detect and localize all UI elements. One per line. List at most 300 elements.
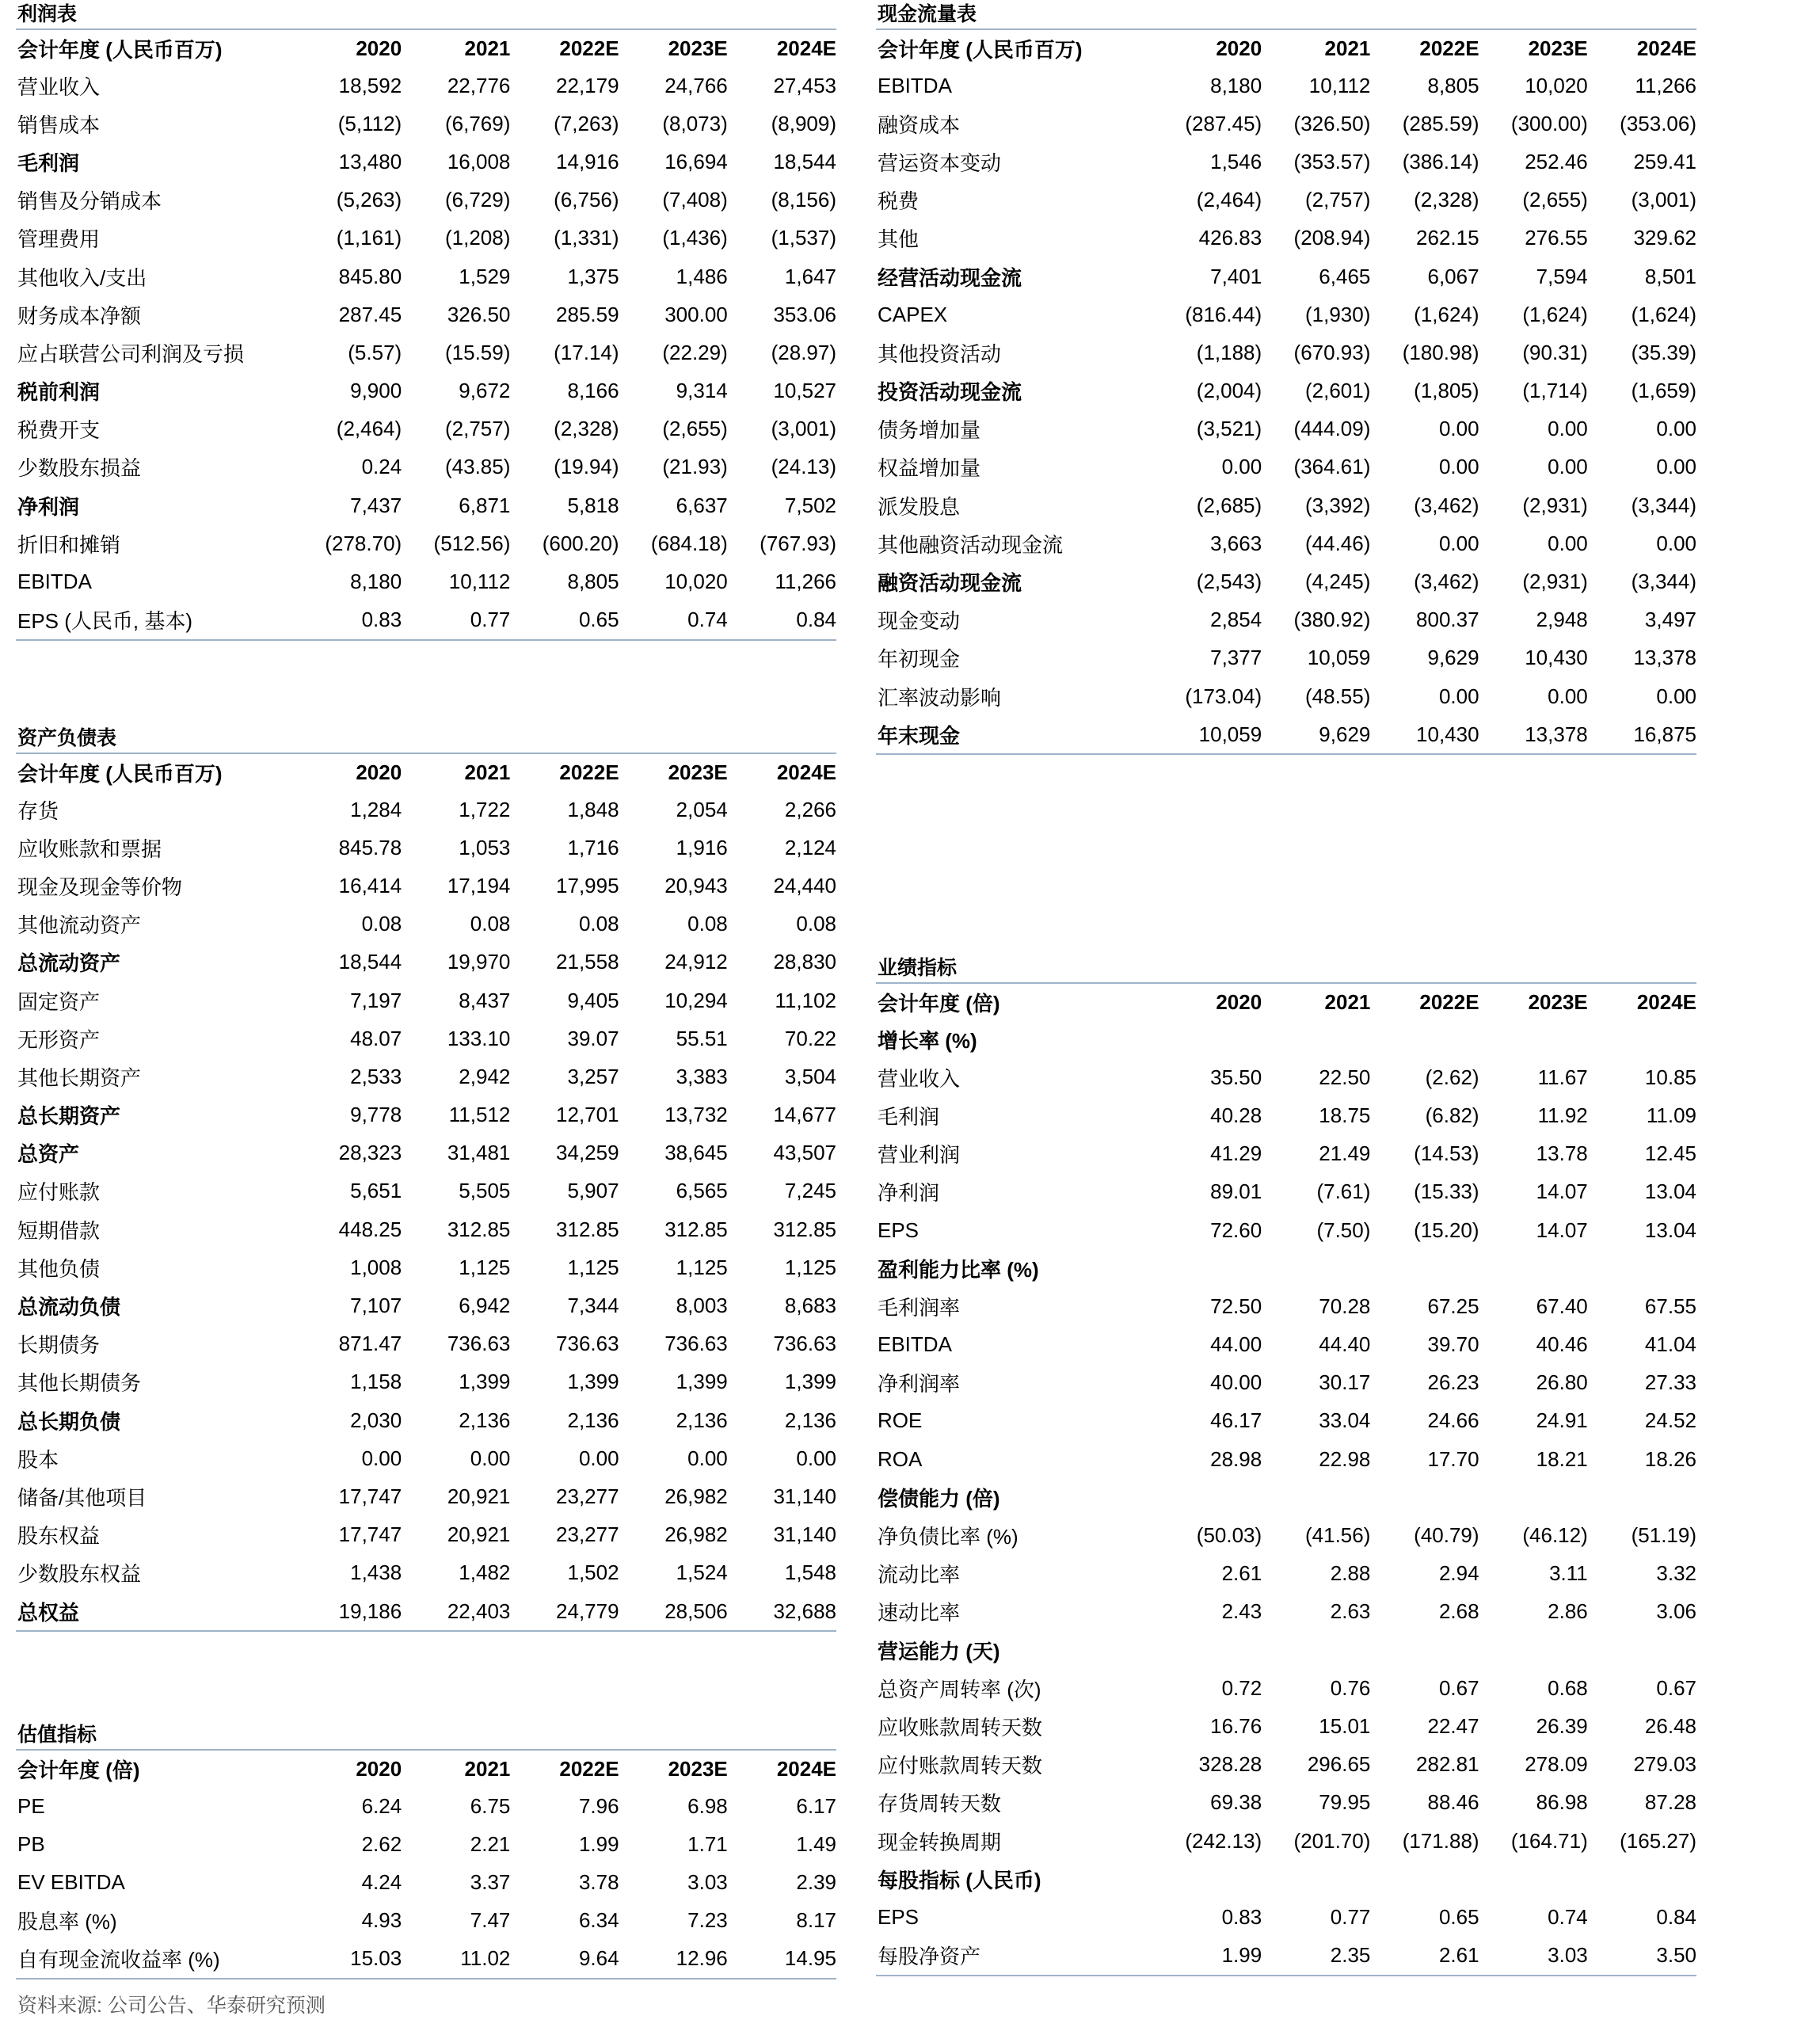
table-row [16,1325,836,1363]
row-value: 70.28 [1319,1294,1371,1318]
balance-sheet-table [16,754,836,1632]
row-value: 19,186 [293,1592,402,1631]
row-label: 营业收入 [17,74,101,99]
row-value: 259.41 [1633,149,1696,173]
row-value: 10,430 [1370,715,1479,754]
row-value: (444.09) [1293,417,1371,441]
row-value: 9.64 [510,1940,619,1979]
row-label: 股东权益 [17,1524,101,1549]
row-label: 营业利润 [878,1143,961,1168]
row-value: 7,502 [784,493,836,517]
table-row [16,981,836,1019]
row-value: (2,004) [1196,379,1262,403]
row-value: 0.00 [578,1446,619,1470]
row-label: 储备/其他项目 [17,1485,147,1510]
row-value: (816.44) [1185,302,1262,326]
row-value: 800.37 [1416,608,1479,632]
performance-title: 业绩指标 [876,954,1696,984]
row-value: 9,314 [676,379,728,403]
row-value: (3,344) [1631,493,1696,517]
row-value: 24.66 [1427,1408,1479,1433]
row-value: 46.17 [1210,1408,1262,1433]
row-value: 0.74 [619,601,728,640]
row-value: (6.82) [1425,1103,1479,1127]
row-label: 融资活动现金流 [878,571,1022,596]
row-value: 871.47 [338,1332,402,1356]
table-row [16,1210,836,1248]
row-value: 0.00 [1548,455,1588,479]
row-value: 736.63 [664,1332,728,1356]
table-row [876,181,1696,219]
row-value: 0.08 [470,912,511,936]
row-value: (287.45) [1185,111,1262,135]
row-value: 0.00 [1221,455,1262,479]
row-label: EPS (人民币, 基本) [16,601,293,640]
row-value: 17,747 [338,1484,402,1508]
row-value: (171.88) [1402,1828,1479,1853]
row-value: 72.60 [1210,1217,1262,1242]
row-value: 300.00 [664,302,728,326]
table-row [876,1326,1696,1364]
row-value [1153,1020,1262,1058]
row-value: (208.94) [1293,226,1371,250]
row-value: 6,465 [1319,264,1371,288]
table-row [876,1096,1696,1134]
table-row [16,829,836,867]
row-label: 总长期资产 [17,1104,121,1129]
row-value: 11,266 [1635,73,1696,97]
header-year: 2021 [1324,36,1371,60]
cash-flow-panel [876,0,1696,755]
row-value: 0.00 [1548,684,1588,708]
table-row [16,1057,836,1096]
row-label: 长期债务 [17,1333,101,1358]
header-year: 2024E [776,36,836,60]
row-value: 0.00 [1656,455,1696,479]
row-value: 6,067 [1427,264,1479,288]
row-value: (3,521) [1196,417,1262,441]
row-value [1479,1860,1588,1898]
row-value: (353.57) [1293,149,1371,173]
table-row [16,1019,836,1057]
row-label: 股本 [17,1447,59,1472]
row-label: 总资产 [17,1142,80,1167]
row-value: 2,136 [459,1408,511,1432]
row-value: 1,722 [459,797,511,821]
row-value [1370,1860,1479,1898]
row-value: (6,756) [554,188,619,212]
row-value: 10,294 [664,988,728,1012]
row-value: 31,481 [447,1141,511,1165]
row-label: 派发股息 [878,494,961,519]
row-value: 845.80 [338,264,402,288]
row-value: 17,747 [338,1522,402,1547]
row-value: 44.00 [1210,1332,1262,1357]
row-value: (3,392) [1304,493,1371,517]
header-label: 会计年度 (人民币百万) [878,37,1083,62]
table-row [876,1440,1696,1478]
table-row [876,295,1696,333]
row-value: (600.20) [542,531,619,555]
table-row [876,1211,1696,1249]
table-row [876,410,1696,448]
row-value: 2.86 [1548,1599,1588,1624]
row-label: 总长期负债 [17,1409,121,1434]
row-value: 22,403 [402,1592,510,1631]
row-value: (2,655) [1522,188,1588,212]
table-row [16,67,836,105]
row-label: 其他流动资产 [17,913,142,938]
table-row [876,1402,1696,1440]
header-year: 2020 [356,36,402,60]
section-row [876,1249,1696,1287]
row-value: 2.68 [1438,1599,1479,1624]
row-label: EV EBITDA [17,1869,125,1894]
table-row [876,639,1696,677]
row-value: 26.23 [1427,1370,1479,1395]
row-value: 2.21 [470,1831,511,1856]
header-year: 2022E [559,36,619,60]
row-value: 2,948 [1536,608,1588,632]
row-value: 43,507 [773,1141,836,1165]
row-value: (7,408) [662,188,728,212]
header-year: 2021 [464,36,511,60]
row-value: 1,125 [567,1255,619,1279]
row-value: 3,497 [1644,608,1696,632]
row-value: 3.03 [1479,1937,1588,1976]
row-value: (15.33) [1414,1179,1479,1204]
row-value: 9,629 [1427,646,1479,670]
table-header-row [876,984,1696,1020]
row-value: 79.95 [1319,1790,1371,1815]
row-value: 14,916 [556,149,619,173]
table-row [876,333,1696,372]
row-value: 7,344 [567,1294,619,1318]
row-value: 21,558 [556,950,619,974]
header-year: 2024E [1636,36,1696,60]
row-value: 15.03 [293,1940,402,1979]
row-value: 1,008 [350,1255,402,1279]
row-value: 1,546 [1210,149,1262,173]
table-header-row [16,754,836,791]
row-label: 总资产周转率 (次) [878,1677,1041,1701]
row-value [1262,1860,1370,1898]
balance-sheet-title: 资产负债表 [16,724,836,754]
row-value: 16,694 [664,149,728,173]
row-value: (1,805) [1414,379,1479,403]
row-label: EPS [878,1217,920,1242]
row-value: 12,701 [556,1103,619,1127]
header-year: 2022E [1419,989,1479,1014]
valuation-panel [16,1720,836,1980]
row-value: 6,565 [676,1179,728,1203]
row-value: 17,995 [556,873,619,897]
row-value: 2.61 [1370,1937,1479,1976]
table-row [876,1364,1696,1402]
row-label: 融资成本 [878,112,961,137]
table-row [16,1592,836,1631]
row-value: 6.98 [687,1793,728,1818]
row-value: 22,179 [556,73,619,97]
row-value: 1,486 [676,264,728,288]
income-statement-title: 利润表 [16,0,836,30]
row-value: 11.09 [1646,1103,1696,1127]
row-value: 27,453 [773,73,836,97]
table-row [876,715,1696,754]
row-value: 0.00 [361,1446,402,1470]
table-row [16,1134,836,1172]
row-value: (1,659) [1631,379,1696,403]
row-value: 24,779 [510,1592,619,1631]
row-value: 3.78 [578,1869,619,1894]
row-value: 426.83 [1198,226,1262,250]
row-value: 5,505 [459,1179,511,1203]
row-value [1588,1020,1696,1058]
row-value [1370,1631,1479,1669]
row-value: 1,502 [567,1560,619,1585]
row-value: 17.70 [1427,1446,1479,1471]
row-value: 3.50 [1588,1937,1696,1976]
row-value: 3.37 [470,1869,511,1894]
row-value: 11,512 [448,1103,511,1127]
row-value: 10,527 [773,379,836,403]
row-value: 287.45 [338,302,402,326]
row-value: (1,436) [662,226,728,250]
row-value: 312.85 [556,1217,619,1241]
row-value: (2,931) [1522,493,1588,517]
row-value [1153,1631,1262,1669]
row-value: 0.08 [578,912,619,936]
row-value: 31,140 [773,1484,836,1508]
row-value: 262.15 [1416,226,1479,250]
row-value: 3,504 [784,1064,836,1088]
table-row [16,562,836,600]
row-value: 69.38 [1210,1790,1262,1815]
row-value: 296.65 [1307,1752,1371,1777]
row-value: 9,405 [567,988,619,1012]
row-value: (15.20) [1414,1217,1479,1242]
row-label: 无形资产 [17,1027,101,1052]
row-value: 39.70 [1427,1332,1479,1357]
row-value: 10,112 [448,570,511,594]
row-label: 毛利润率 [878,1295,961,1320]
row-label: 存货周转天数 [878,1792,1002,1816]
row-value [1153,1478,1262,1516]
row-value: 0.67 [1438,1675,1479,1700]
table-row [876,1555,1696,1593]
row-value: (24.13) [771,455,836,479]
header-year: 2023E [668,36,728,60]
row-value: 20,943 [664,873,728,897]
row-value: 24.52 [1644,1408,1696,1433]
row-value: (165.27) [1620,1828,1696,1853]
row-value: (7.61) [1316,1179,1371,1204]
row-label: ROE [878,1408,923,1433]
row-value: (8,156) [771,188,836,212]
row-value: (1,624) [1522,302,1588,326]
table-row [876,1516,1696,1554]
table-row [876,1135,1696,1173]
row-value [1588,1249,1696,1287]
row-value: 11,102 [775,988,836,1012]
row-label: 财务成本净额 [17,303,142,328]
row-value: 18.21 [1536,1446,1588,1471]
table-row [876,143,1696,181]
row-label: 应收账款周转天数 [878,1715,1043,1739]
row-value: (2,464) [1196,188,1262,212]
row-value: 7,594 [1536,264,1588,288]
row-label: 应占联营公司利润及亏损 [17,341,245,366]
row-value: 67.40 [1536,1294,1588,1318]
table-row [16,1248,836,1286]
row-value: 11,266 [775,570,836,594]
table-row [16,1172,836,1210]
row-label: 其他融资活动现金流 [878,532,1064,557]
row-value: 0.00 [1656,684,1696,708]
row-value: 1,848 [567,797,619,821]
table-row [876,601,1696,639]
row-value [1153,1249,1262,1287]
valuation-title: 估值指标 [16,1720,836,1751]
row-value: (3,344) [1631,570,1696,594]
table-row [16,1554,836,1592]
header-label: 会计年度 (倍) [17,1758,140,1782]
row-label: 经营活动现金流 [878,265,1022,290]
row-value: 48.07 [350,1026,402,1050]
row-value: 2,124 [784,835,836,859]
row-value: 16,008 [447,149,511,173]
row-value: 6.34 [578,1908,619,1933]
row-value: 32,688 [728,1592,836,1631]
row-value: 10,059 [1307,646,1371,670]
row-value: 7.23 [687,1908,728,1933]
table-row [16,943,836,981]
row-value: 27.33 [1644,1370,1696,1395]
row-value: 1,529 [459,264,511,288]
row-value: 0.65 [1438,1904,1479,1929]
row-value: 24.91 [1536,1408,1588,1433]
row-value: 9,672 [459,379,511,403]
row-value: 0.00 [1438,531,1479,555]
row-value: (173.04) [1185,684,1262,708]
row-value [1262,1478,1370,1516]
row-value: 38,645 [664,1141,728,1165]
row-label: 每股指标 (人民币) [878,1868,1041,1892]
row-value [1262,1631,1370,1669]
row-value: 0.83 [293,601,402,640]
row-value: 23,277 [556,1522,619,1547]
row-value: (6,729) [444,188,511,212]
row-label: 速动比率 [878,1601,961,1625]
table-row [16,791,836,829]
table-row [16,143,836,181]
table-row [876,1287,1696,1325]
row-value: 22.50 [1319,1065,1371,1089]
row-value: 0.00 [1548,531,1588,555]
row-value: 30.17 [1319,1370,1371,1395]
row-value [1479,1631,1588,1669]
header-year: 2024E [776,760,836,784]
table-row [876,372,1696,410]
row-value: 0.24 [361,455,402,479]
row-value: 14.07 [1536,1179,1588,1204]
row-value: (2,543) [1196,570,1262,594]
table-row [876,1707,1696,1745]
row-value: 1,548 [784,1560,836,1585]
row-value: 1,647 [784,264,836,288]
row-value: 2,266 [784,797,836,821]
row-value: 14.07 [1536,1217,1588,1242]
row-value: (1,161) [336,226,402,250]
header-year: 2024E [1636,989,1696,1014]
row-label: 销售及分销成本 [17,189,162,214]
row-label: 总流动资产 [17,951,121,976]
row-label: 折旧和摊销 [17,532,121,557]
row-value: 18.26 [1644,1446,1696,1471]
row-label: 少数股东损益 [17,456,142,481]
row-label: 净利润 [878,1181,940,1206]
row-value: 2,054 [676,797,728,821]
table-row [16,1902,836,1940]
row-value: 34,259 [556,1141,619,1165]
row-value: 1,399 [567,1370,619,1394]
row-value: (767.93) [760,531,836,555]
row-label: EPS [878,1904,920,1929]
row-value: 0.84 [728,601,836,640]
row-value: 67.25 [1427,1294,1479,1318]
table-row [16,1940,836,1979]
row-value: 312.85 [773,1217,836,1241]
row-label: 流动比率 [878,1563,961,1587]
row-value: 285.59 [556,302,619,326]
row-value [1370,1020,1479,1058]
row-value: (44.46) [1304,531,1371,555]
row-value: (2,655) [662,417,728,441]
header-year: 2020 [356,760,402,784]
row-value: 1,916 [676,835,728,859]
row-value: (1,537) [771,226,836,250]
row-value: 1.49 [796,1831,836,1856]
row-value: 8,805 [567,570,619,594]
header-label: 会计年度 (人民币百万) [17,761,223,786]
row-value: 7,401 [1210,264,1262,288]
row-value: 0.00 [796,1446,836,1470]
row-value: 1,053 [459,835,511,859]
row-value: (326.50) [1293,111,1371,135]
table-row [16,105,836,143]
row-value: 16.76 [1210,1713,1262,1738]
row-value: 9,900 [350,379,402,403]
row-value: 10,059 [1153,715,1262,754]
row-value: 8,180 [350,570,402,594]
table-row [876,1669,1696,1707]
table-row [876,1746,1696,1784]
row-label: 总权益 [16,1592,293,1631]
header-year: 2023E [668,1756,728,1781]
row-label: ROA [878,1446,923,1471]
row-value: (15.59) [444,340,511,364]
table-row [876,486,1696,524]
row-value: 12.96 [619,1940,728,1979]
row-value: 44.40 [1319,1332,1371,1357]
row-value: 8,437 [459,988,511,1012]
header-year: 2023E [1528,36,1588,60]
row-value: 7,197 [350,988,402,1012]
row-label: 营运能力 (天) [878,1639,1000,1663]
row-label: 债务增加量 [878,418,981,443]
row-value: 8,003 [676,1294,728,1318]
row-value: 26.39 [1536,1713,1588,1738]
